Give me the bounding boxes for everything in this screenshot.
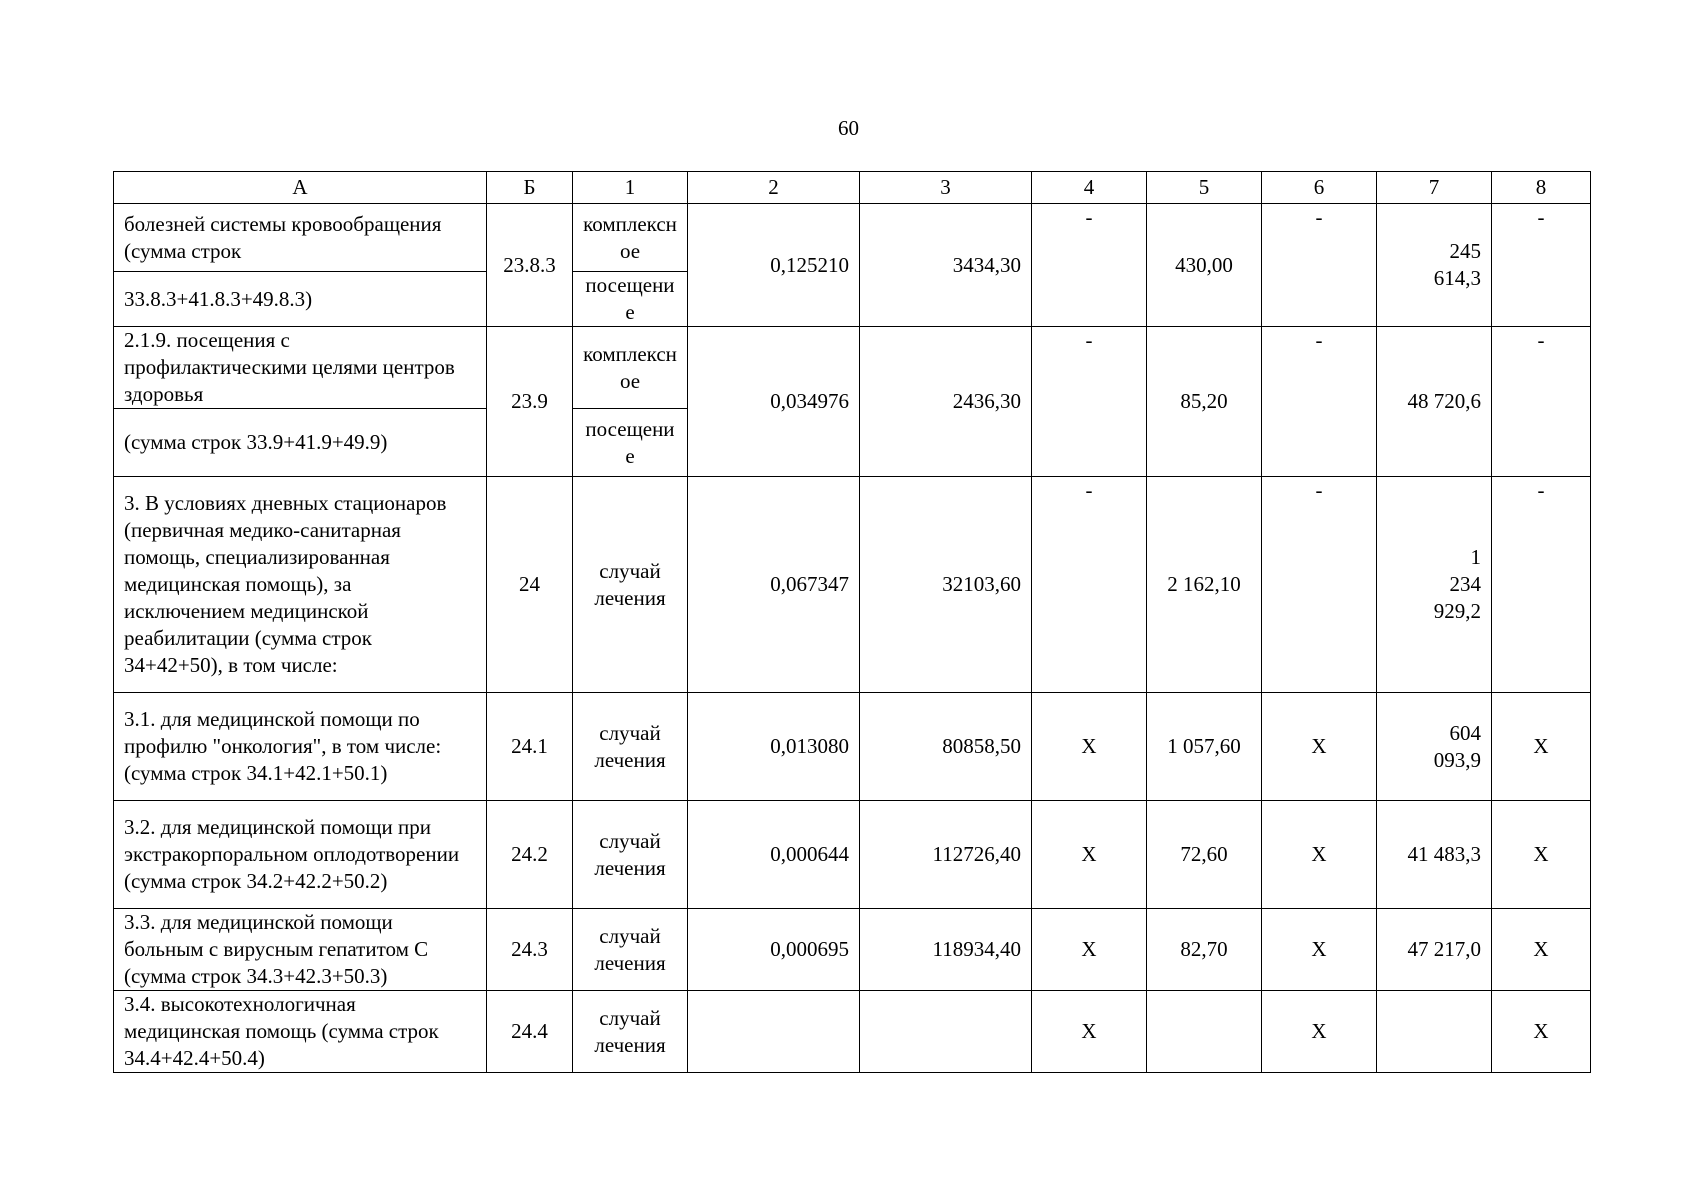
unit: случай лечения — [573, 477, 688, 693]
value-col-2: 0,034976 — [688, 327, 860, 477]
row-code: 24.1 — [487, 693, 573, 801]
value-col-5: 2 162,10 — [1147, 477, 1262, 693]
value-col-4: - — [1032, 477, 1147, 693]
value-col-3: 32103,60 — [860, 477, 1032, 693]
value-col-2: 0,125210 — [688, 204, 860, 327]
value-col-3: 118934,40 — [860, 909, 1032, 991]
table-row — [114, 327, 1591, 409]
value-col-4: X — [1032, 991, 1147, 1073]
value-col-6: - — [1262, 327, 1377, 477]
header-cell-4: 4 — [1032, 172, 1147, 204]
unit-top: комплексное — [573, 327, 688, 409]
table-row — [114, 204, 1591, 272]
value-col-7: 47 217,0 — [1377, 909, 1492, 991]
value-col-8: X — [1492, 801, 1591, 909]
value-col-7: 604 093,9 — [1377, 693, 1492, 801]
header-cell-8: 8 — [1492, 172, 1591, 204]
row-label: 3. В условиях дневных стационаров (первичная медико-санитарная помощь, специализированная медицинская помощь), за исключением медицинской реабилитации (сумма строк 34+42+50), в том числе: — [114, 477, 487, 693]
value-col-7: 1 234 929,2 — [1377, 477, 1492, 693]
value-col-2: 0,000695 — [688, 909, 860, 991]
value-col-6: - — [1262, 204, 1377, 327]
value-col-5 — [1147, 991, 1262, 1073]
row-label-bottom: 33.8.3+41.8.3+49.8.3) — [114, 272, 487, 327]
value-col-8: - — [1492, 477, 1591, 693]
header-cell-a: А — [114, 172, 487, 204]
value-col-3: 2436,30 — [860, 327, 1032, 477]
unit-bottom: посещение — [573, 272, 688, 327]
value-col-4: - — [1032, 204, 1147, 327]
unit: случай лечения — [573, 801, 688, 909]
value-col-6: X — [1262, 909, 1377, 991]
value-col-5: 82,70 — [1147, 909, 1262, 991]
value-col-8: - — [1492, 204, 1591, 327]
row-code: 23.9 — [487, 327, 573, 477]
value-col-2 — [688, 991, 860, 1073]
header-cell-5: 5 — [1147, 172, 1262, 204]
unit: случай лечения — [573, 693, 688, 801]
unit: случай лечения — [573, 909, 688, 991]
value-col-8: X — [1492, 693, 1591, 801]
unit: случай лечения — [573, 991, 688, 1073]
row-label-top: болезней системы кровообращения (сумма строк — [114, 204, 487, 272]
header-cell-3: 3 — [860, 172, 1032, 204]
value-col-4: X — [1032, 909, 1147, 991]
value-col-4: - — [1032, 327, 1147, 477]
header-cell-1: 1 — [573, 172, 688, 204]
value-col-7: 48 720,6 — [1377, 327, 1492, 477]
row-label: 3.3. для медицинской помощи больным с вирусным гепатитом С (сумма строк 34.3+42.3+50.3) — [114, 909, 487, 991]
value-col-4: X — [1032, 801, 1147, 909]
value-col-8: X — [1492, 909, 1591, 991]
value-col-3: 112726,40 — [860, 801, 1032, 909]
header-cell-2: 2 — [688, 172, 860, 204]
value-col-8: - — [1492, 327, 1591, 477]
value-col-3: 3434,30 — [860, 204, 1032, 327]
header-cell-6: 6 — [1262, 172, 1377, 204]
value-col-7: 41 483,3 — [1377, 801, 1492, 909]
unit-bottom: посещение — [573, 409, 688, 477]
value-col-6: X — [1262, 801, 1377, 909]
value-col-7 — [1377, 991, 1492, 1073]
value-col-4: X — [1032, 693, 1147, 801]
header-row — [114, 172, 1591, 204]
row-code: 24.3 — [487, 909, 573, 991]
page-number: 60 — [838, 116, 859, 140]
value-col-7: 245 614,3 — [1377, 204, 1492, 327]
value-col-5: 1 057,60 — [1147, 693, 1262, 801]
row-label-top: 2.1.9. посещения с профилактическими целями центров здоровья — [114, 327, 487, 409]
value-col-6: X — [1262, 991, 1377, 1073]
value-col-3 — [860, 991, 1032, 1073]
value-col-6: - — [1262, 477, 1377, 693]
row-label: 3.4. высокотехнологичная медицинская помощь (сумма строк 34.4+42.4+50.4) — [114, 991, 487, 1073]
value-col-6: X — [1262, 693, 1377, 801]
row-label-bottom: (сумма строк 33.9+41.9+49.9) — [114, 409, 487, 477]
table-row — [114, 477, 1591, 693]
value-col-3: 80858,50 — [860, 693, 1032, 801]
unit-top: комплексное — [573, 204, 688, 272]
row-label: 3.2. для медицинской помощи при экстракорпоральном оплодотворении (сумма строк 34.2+42.2+50.2) — [114, 801, 487, 909]
tariff-table — [113, 171, 1591, 1073]
header-cell-7: 7 — [1377, 172, 1492, 204]
value-col-8: X — [1492, 991, 1591, 1073]
row-code: 24 — [487, 477, 573, 693]
value-col-5: 430,00 — [1147, 204, 1262, 327]
value-col-2: 0,067347 — [688, 477, 860, 693]
value-col-5: 85,20 — [1147, 327, 1262, 477]
table-row — [114, 991, 1591, 1073]
row-code: 23.8.3 — [487, 204, 573, 327]
value-col-5: 72,60 — [1147, 801, 1262, 909]
value-col-2: 0,000644 — [688, 801, 860, 909]
row-code: 24.4 — [487, 991, 573, 1073]
row-code: 24.2 — [487, 801, 573, 909]
table-row — [114, 693, 1591, 801]
header-cell-b: Б — [487, 172, 573, 204]
table-row — [114, 801, 1591, 909]
table-row — [114, 909, 1591, 991]
value-col-2: 0,013080 — [688, 693, 860, 801]
row-label: 3.1. для медицинской помощи по профилю "онкология", в том числе: (сумма строк 34.1+42.1+50.1) — [114, 693, 487, 801]
